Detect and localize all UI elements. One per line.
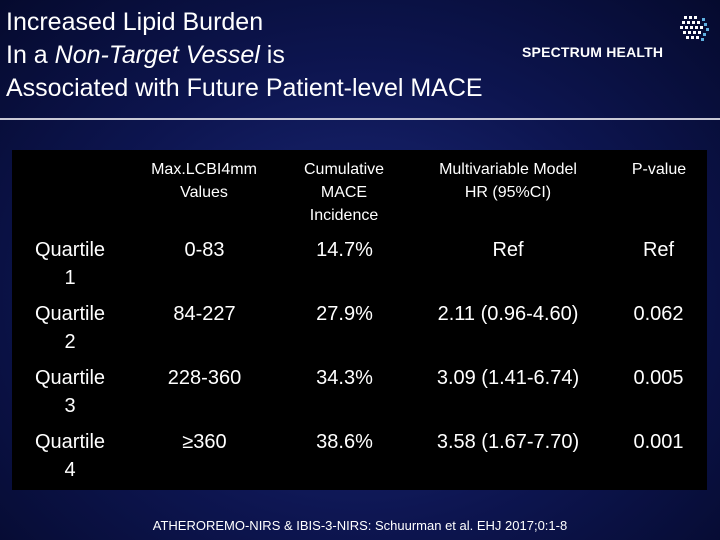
mace-incidence: 27.9% — [316, 303, 373, 325]
row-label-line2: 2 — [64, 331, 76, 353]
p-value: 0.001 — [633, 431, 684, 453]
mace-incidence: 14.7% — [316, 239, 373, 261]
spectrum-health-logo-mark-icon — [676, 14, 712, 44]
header-mace-line1: Cumulative — [303, 161, 385, 178]
row-label-line2: 3 — [64, 395, 76, 417]
header-lcbi-line2: Values — [180, 184, 228, 201]
table-row — [12, 428, 707, 492]
title-line-2-emphasis: Non-Target Vessel — [54, 41, 260, 69]
hazard-ratio: 3.58 (1.67-7.70) — [436, 431, 580, 453]
header-mace — [284, 158, 404, 227]
row-label — [18, 364, 122, 420]
row-label — [18, 428, 122, 484]
header-hr — [410, 158, 606, 204]
p-value: Ref — [642, 239, 675, 261]
logo-text: SPECTRUM HEALTH — [522, 44, 664, 60]
lcbi-value: 0-83 — [184, 239, 225, 261]
header-pvalue-line1: P-value — [631, 161, 687, 178]
title-line-2-suffix: is — [259, 41, 285, 69]
row-label-line2: 4 — [64, 459, 76, 481]
lcbi-value: 84-227 — [173, 303, 236, 325]
row-label-line1: Quartile — [34, 367, 106, 389]
hazard-ratio: 2.11 (0.96-4.60) — [437, 303, 579, 325]
header-hr-line2: HR (95%CI) — [464, 184, 552, 201]
mace-incidence: 38.6% — [316, 431, 373, 453]
row-label-line1: Quartile — [34, 239, 106, 261]
hazard-ratio: Ref — [492, 239, 524, 261]
results-table — [12, 150, 707, 490]
table-row — [12, 364, 707, 428]
lcbi-value: ≥360 — [182, 431, 227, 453]
title-line-2-prefix: In a — [6, 41, 55, 69]
title-line-1: Increased Lipid Burden — [6, 8, 264, 36]
citation-footer: ATHEROREMO-NIRS & IBIS-3-NIRS: Schuurman et al. EHJ 2017;0:1-8 — [152, 518, 568, 533]
header-lcbi-line1: Max.LCBI4mm — [151, 161, 257, 178]
header-pvalue — [614, 158, 704, 181]
header-lcbi — [134, 158, 274, 204]
p-value: 0.005 — [633, 367, 684, 389]
hazard-ratio: 3.09 (1.41-6.74) — [436, 367, 580, 389]
table-row — [12, 300, 707, 364]
row-label — [18, 300, 122, 356]
table-row — [12, 236, 707, 300]
row-label-line1: Quartile — [34, 303, 106, 325]
lcbi-value: 228-360 — [167, 367, 242, 389]
title-line-3: Associated with Future Patient-level MACE — [6, 74, 483, 102]
header-mace-line2: MACE — [320, 184, 368, 201]
header-hr-line1: Multivariable Model — [439, 161, 577, 178]
p-value: 0.062 — [633, 303, 684, 325]
spectrum-health-logo — [522, 14, 718, 64]
header-mace-line3: Incidence — [309, 207, 379, 224]
title-divider — [0, 118, 720, 120]
mace-incidence: 34.3% — [316, 367, 373, 389]
row-label — [18, 236, 122, 292]
row-label-line2: 1 — [64, 267, 76, 289]
row-label-line1: Quartile — [34, 431, 106, 453]
